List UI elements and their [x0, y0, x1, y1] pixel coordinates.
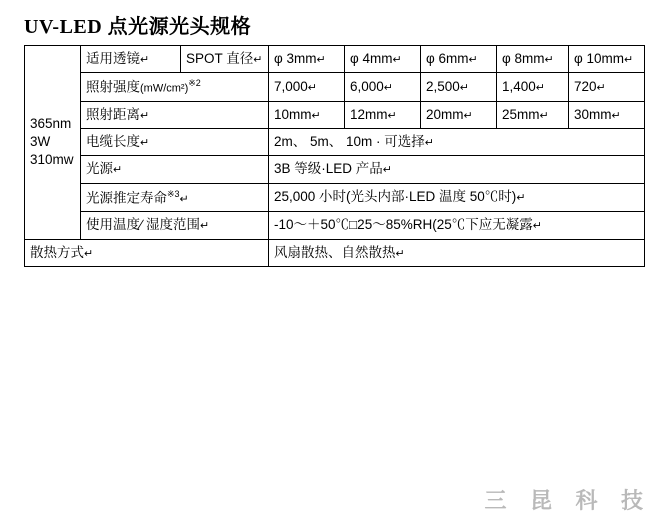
left-label-cell: [25, 46, 81, 240]
pilcrow-icon: ↵: [140, 54, 150, 66]
pilcrow-icon: ↵: [532, 220, 542, 233]
left-label-365nm: 365nm: [30, 115, 72, 131]
distance-10mm-cell: 30mm↵: [569, 101, 645, 128]
lens-header-cell: 适用透镜↵: [81, 46, 181, 73]
pilcrow-icon: ↵: [544, 54, 554, 66]
pilcrow-icon: ↵: [596, 81, 606, 94]
pilcrow-icon: ↵: [459, 81, 470, 94]
spot-diameter-header-cell: SPOT 直径↵: [181, 46, 269, 73]
irradiation-distance-header-cell: 照射距离↵: [81, 101, 269, 128]
cooling-header-cell: 散热方式↵: [25, 239, 269, 266]
pilcrow-icon: ↵: [383, 81, 394, 94]
pilcrow-icon: ↵: [316, 54, 326, 66]
page-title: UV-LED 点光源光头规格: [24, 16, 252, 38]
distance-3mm-cell: 10mm↵: [269, 101, 345, 128]
pilcrow-icon: ↵: [311, 109, 321, 122]
light-source-header-cell: 光源↵: [81, 156, 269, 183]
cable-length-header-cell: 电缆长度↵: [81, 129, 269, 156]
temp-humidity-header-cell: 使用温度∕ 湿度范围↵: [81, 212, 269, 239]
left-label-310mw: 310mw: [30, 152, 74, 168]
lifetime-header-cell: 光源推定寿命$^{※3}$↵: [81, 183, 269, 212]
pilcrow-icon: ↵: [84, 247, 94, 260]
temp-humidity-value-cell: -10～＋50℃□25～85%RH(25℃下应无凝露↵: [269, 212, 645, 239]
cooling-value-cell: 风扇散热、自然散热↵: [269, 239, 645, 266]
pilcrow-icon: ↵: [113, 164, 123, 177]
cable-length-value-cell: 2m、 5m、 10m · 可选择↵: [269, 129, 645, 156]
irradiance-6mm-cell: 2,500↵: [421, 73, 497, 102]
pilcrow-icon: ↵: [253, 54, 263, 66]
pilcrow-icon: ↵: [624, 54, 634, 66]
pilcrow-icon: ↵: [611, 109, 621, 122]
pilcrow-icon: ↵: [468, 54, 478, 66]
pilcrow-icon: ↵: [179, 193, 189, 206]
pilcrow-icon: ↵: [140, 137, 150, 150]
diameter-10mm-cell: φ 10mm↵: [569, 46, 645, 73]
distance-4mm-cell: 12mm↵: [345, 101, 421, 128]
pilcrow-icon: ↵: [463, 109, 473, 122]
diameter-6mm-cell: φ 6mm↵: [421, 46, 497, 73]
table-row: [25, 239, 645, 266]
diameter-8mm-cell: φ 8mm↵: [497, 46, 569, 73]
pilcrow-icon: ↵: [395, 247, 405, 260]
table-row: [25, 156, 645, 183]
irradiance-10mm-cell: 720↵: [569, 73, 645, 102]
table-row: [25, 212, 645, 239]
pilcrow-icon: ↵: [392, 54, 402, 66]
pilcrow-icon: ↵: [387, 109, 397, 122]
pilcrow-icon: ↵: [424, 137, 434, 150]
table-row: [25, 183, 645, 212]
table-row: [25, 129, 645, 156]
table-row: [25, 73, 645, 102]
pilcrow-icon: ↵: [539, 109, 549, 122]
pilcrow-icon: ↵: [307, 81, 318, 94]
watermark: 三 昆 科 技: [484, 488, 652, 513]
specification-table: [24, 45, 645, 267]
lifetime-value-cell: 25,000 小时(光头内部·LED 温度 50℃时)↵: [269, 183, 645, 212]
pilcrow-icon: ↵: [200, 220, 210, 233]
table-row: [25, 101, 645, 128]
table-row: [25, 46, 645, 73]
left-label-3w: 3W: [30, 134, 51, 150]
irradiance-4mm-cell: 6,000↵: [345, 73, 421, 102]
irradiance-8mm-cell: 1,400↵: [497, 73, 569, 102]
irradiance-header-cell: 照射强度$(mW/cm^2)^{※2}$: [81, 73, 269, 102]
pilcrow-icon: ↵: [140, 109, 150, 122]
irradiance-3mm-cell: 7,000↵: [269, 73, 345, 102]
distance-6mm-cell: 20mm↵: [421, 101, 497, 128]
pilcrow-icon: ↵: [382, 164, 392, 177]
light-source-value-cell: 3B 等级·LED 产品↵: [269, 156, 645, 183]
diameter-3mm-cell: φ 3mm↵: [269, 46, 345, 73]
distance-8mm-cell: 25mm↵: [497, 101, 569, 128]
pilcrow-icon: ↵: [516, 192, 526, 205]
pilcrow-icon: ↵: [535, 81, 546, 94]
diameter-4mm-cell: φ 4mm↵: [345, 46, 421, 73]
